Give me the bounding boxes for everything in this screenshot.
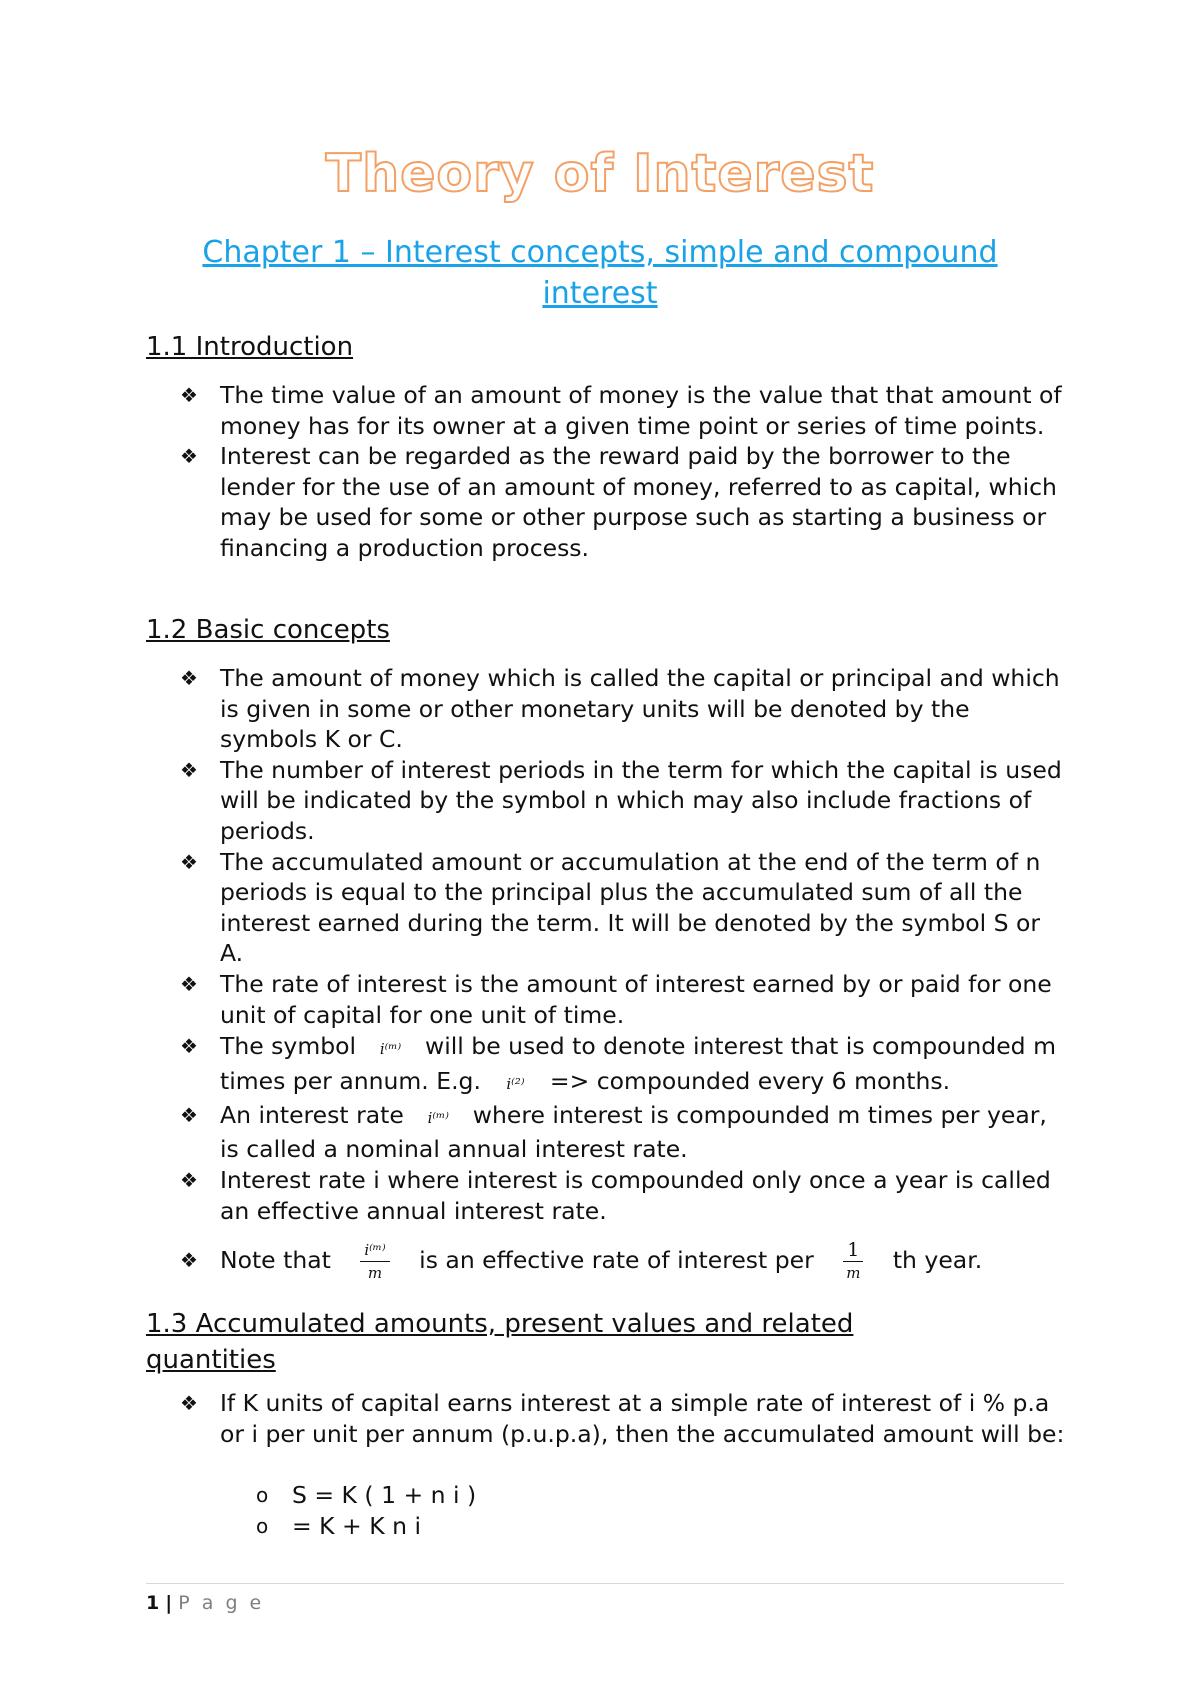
- section-heading-accumulated-amounts: 1.3 Accumulated amounts, present values and related quantities: [146, 1309, 854, 1375]
- circle-bullet-icon: o: [256, 1514, 269, 1538]
- basic-concepts-list: [0, 663, 1200, 1288]
- list-item: ❖ If K units of capital earns interest at a simple rate of interest of i % p.a or i per unit per annum (p.u.p.a), then the accumulated amount will be:: [180, 1389, 1065, 1448]
- diamond-bullet-icon: ❖: [180, 849, 198, 874]
- page-label: P a g e: [178, 1592, 265, 1614]
- list-item: ❖ Note that $\frac{\text{i⁽ᵐ⁾}}{m}$ is an effective rate of interest per $\frac{1}{m}$ th year.: [0, 1226, 1070, 1288]
- diamond-bullet-icon: ❖: [180, 444, 198, 469]
- footer-separator: |: [165, 1592, 173, 1614]
- page-footer: [146, 1592, 264, 1614]
- section-heading-introduction: 1.1 Introduction: [146, 332, 354, 362]
- diamond-bullet-icon: ❖: [180, 971, 198, 996]
- semiannual-rate-symbol: i⁽²⁾: [506, 1075, 525, 1094]
- diamond-bullet-icon: ❖: [180, 1391, 198, 1415]
- list-item: ❖ An interest rate i⁽ᵐ⁾ where interest is compounded m times per year, is called a nominal annual interest rate.: [180, 1101, 1047, 1164]
- chapter-heading-line2: interest: [542, 276, 658, 311]
- list-item: ❖ Interest can be regarded as the reward paid by the borrower to the lender for the use of an amount of money, referred to as capital, which may be used for some or other purpose such as starting a business or financing a production process.: [180, 442, 1057, 562]
- diamond-bullet-icon: ❖: [180, 1168, 198, 1193]
- diamond-bullet-icon: ❖: [180, 383, 198, 407]
- formula-item: o S = K ( 1 + n i ): [256, 1481, 477, 1509]
- list-item: ❖ Interest rate i where interest is compounded only once a year is called an effective annual interest rate.: [180, 1166, 1051, 1225]
- fraction-1-over-m: $\frac{1}{m}$: [843, 1239, 863, 1284]
- list-item: ❖ The rate of interest is the amount of interest earned by or paid for one unit of capital for one unit of time.: [180, 969, 1052, 1029]
- diamond-bullet-icon: ❖: [180, 1034, 198, 1059]
- section-heading-basic-concepts: 1.2 Basic concepts: [146, 615, 390, 645]
- diamond-bullet-icon: ❖: [180, 1103, 198, 1128]
- list-item: ❖ The time value of an amount of money is the value that that amount of money has for its owner at a given time point or series of time points.: [180, 381, 1062, 440]
- page-number: 1: [146, 1592, 160, 1614]
- list-item: ❖ The accumulated amount or accumulation at the end of the term of n periods is equal to the principal plus the accumulated sum of all the interest earned during the term. It will be denoted by the symbol S or A.: [180, 847, 1041, 968]
- document-title: Theory of Interest: [325, 144, 875, 204]
- circle-bullet-icon: o: [256, 1483, 269, 1507]
- list-item: ❖ The amount of money which is called the capital or principal and which is given in some or other monetary units will be denoted by the symbols K or C.: [180, 664, 1060, 754]
- formula-list: [0, 1480, 476, 1542]
- list-item: ❖ The symbol i⁽ᵐ⁾ will be used to denote interest that is compounded m times per annum. E.g. i⁽²⁾ => compounded every 6 months.: [0, 1030, 1070, 1100]
- accumulated-amounts-list: [0, 1388, 1200, 1449]
- formula-item: o = K + K n i: [256, 1512, 421, 1540]
- diamond-bullet-icon: ❖: [180, 1248, 198, 1273]
- nominal-rate-symbol: i⁽ᵐ⁾: [379, 1040, 402, 1059]
- list-item: ❖ The number of interest periods in the term for which the capital is used will be indicated by the symbol n which may also include fractions of periods.: [180, 755, 1062, 845]
- fraction-i-m-over-m: $\frac{\text{i⁽ᵐ⁾}}{m}$: [360, 1239, 389, 1284]
- chapter-heading[interactable]: [170, 232, 1030, 314]
- diamond-bullet-icon: ❖: [180, 757, 198, 782]
- footer-divider: [146, 1583, 1064, 1584]
- nominal-rate-symbol: i⁽ᵐ⁾: [427, 1109, 449, 1128]
- introduction-list: [0, 380, 1200, 564]
- chapter-heading-line1: Chapter 1 – Interest concepts, simple and compound: [202, 235, 998, 270]
- diamond-bullet-icon: ❖: [180, 666, 198, 690]
